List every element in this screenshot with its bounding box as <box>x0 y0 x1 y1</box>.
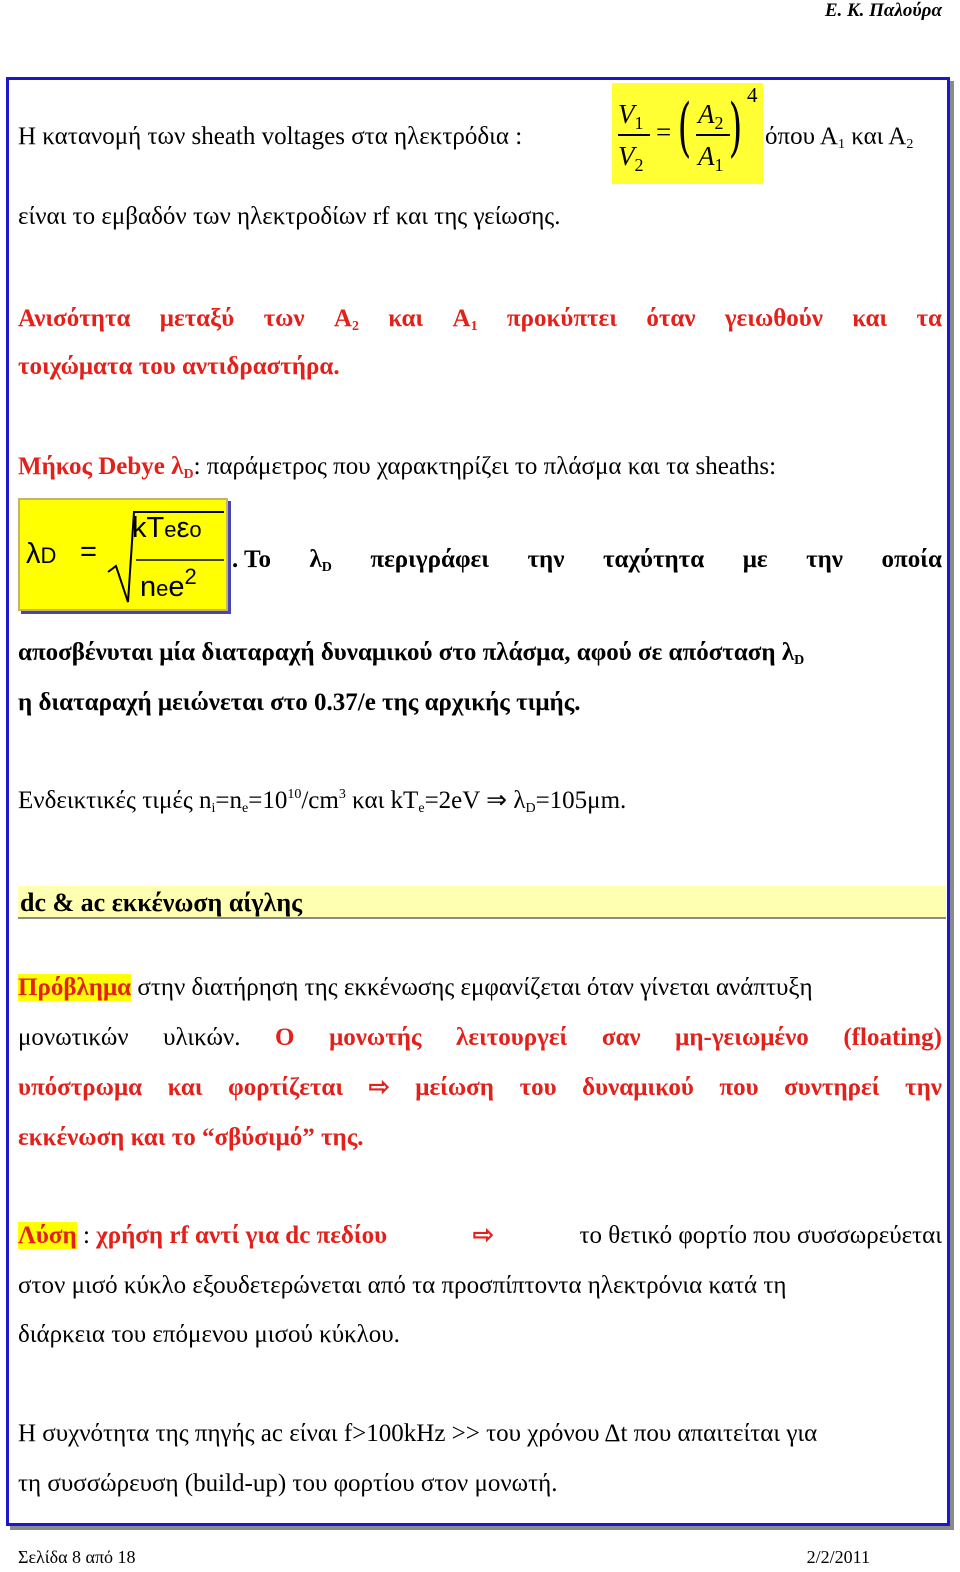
debye-length-heading: Μήκος Debye $\lambda_D$: παράμετρος που χαρακτηρίζει το πλάσμα και τα sheaths: <box>18 453 777 482</box>
frequency-line-2: τη συσσώρευση (build-up) του φορτίου στον μονωτή. <box>18 1470 558 1497</box>
formula-v2: $V_2$ <box>618 141 644 175</box>
frequency-line-1: Η συχνότητα της πηγής ac είναι f>100kHz >> του χρόνου Δt που απαιτείται για <box>18 1420 818 1447</box>
area-definition-tail: όπου $A_1$ και $A_2$ <box>765 123 914 152</box>
section-heading: dc & ac εκκένωση αίγλης <box>18 886 946 919</box>
formula-a2: $A_2$ <box>698 99 724 133</box>
formula-exponent: 4 <box>747 83 758 107</box>
sheath-voltage-text: Η κατανομή των sheath voltages στα ηλεκτρόδια : <box>18 123 523 150</box>
problem-line-1: Πρόβλημα στην διατήρηση της εκκένωσης εμφανίζεται όταν γίνεται ανάπτυξη <box>18 974 813 1001</box>
area-definition-text: είναι το εμβαδόν των ηλεκτροδίων rf και της γείωσης. <box>18 203 561 230</box>
debye-description-line-2: αποσβένυται μία διαταραχή δυναμικού στο πλάσμα, αφού σε απόσταση $\lambda_D$ <box>18 639 805 668</box>
solution-line-2: στον μισό κύκλο εξουδετερώνεται από τα προσπίπτοντα ηλεκτρόνια κατά τη <box>18 1272 787 1299</box>
problem-line-2: μονωτικών υλικών. Ο μονωτής λειτουργεί σαν μη-γειωμένο (floating) <box>18 1024 942 1051</box>
header-author: Ε. Κ. Παλούρα <box>824 0 942 21</box>
formula-a1: $A_1$ <box>698 141 724 175</box>
formula-equals: = <box>656 117 672 147</box>
numerator: kTeεo <box>132 512 202 544</box>
implies-arrow-icon: ⇨ <box>472 1222 494 1249</box>
denominator: nee$^2$ <box>140 564 197 603</box>
problem-line-3: υπόστρωμα και φορτίζεται ⇨ μείωση του δυναμικού που συντηρεί την <box>18 1074 942 1101</box>
indicative-values: Ενδεικτικές τιμές $n_i=n_e=10^{10}/cm^3$ και $kT_e=2eV$ ⇒ $\lambda_D=105\mu m$. <box>18 787 627 816</box>
debye-length-formula: λD = kTeεo nee$^2$ <box>18 498 228 611</box>
asymmetry-line-2: τοιχώματα του αντιδραστήρα. <box>18 353 340 380</box>
solution-line-3: διάρκεια του επόμενου μισού κύκλου. <box>18 1321 400 1348</box>
footer-date: 2/2/2011 <box>806 1547 870 1567</box>
problem-line-4: εκκένωση και το “σβύσιμό” της. <box>18 1124 364 1151</box>
formula-v1: $V_1$ <box>618 99 644 133</box>
solution-line-1: Λύση : χρήση rf αντί για dc πεδίου ⇨ το θετικό φορτίο που συσσωρεύεται <box>18 1222 942 1249</box>
implies-arrow-icon: ⇨ <box>368 1074 390 1101</box>
voltage-ratio-formula: $V_1$ $V_2$ = ( $A_2$ $A_1$ ) 4 <box>612 83 763 184</box>
page-number: Σελίδα 8 από 18 <box>18 1547 136 1567</box>
asymmetry-line-1: Ανισότητα μεταξύ των $A_2$ και $A_1$ προκύπτει όταν γειωθούν και τα <box>18 305 942 334</box>
implies-arrow: ⇒ <box>486 787 508 814</box>
debye-description-line-3: η διαταραχή μειώνεται στο 0.37/e της αρχικής τιμής. <box>18 689 581 716</box>
debye-description-line-1: . Το $\lambda_D$ περιγράφει την ταχύτητα με την οποία <box>232 546 942 575</box>
